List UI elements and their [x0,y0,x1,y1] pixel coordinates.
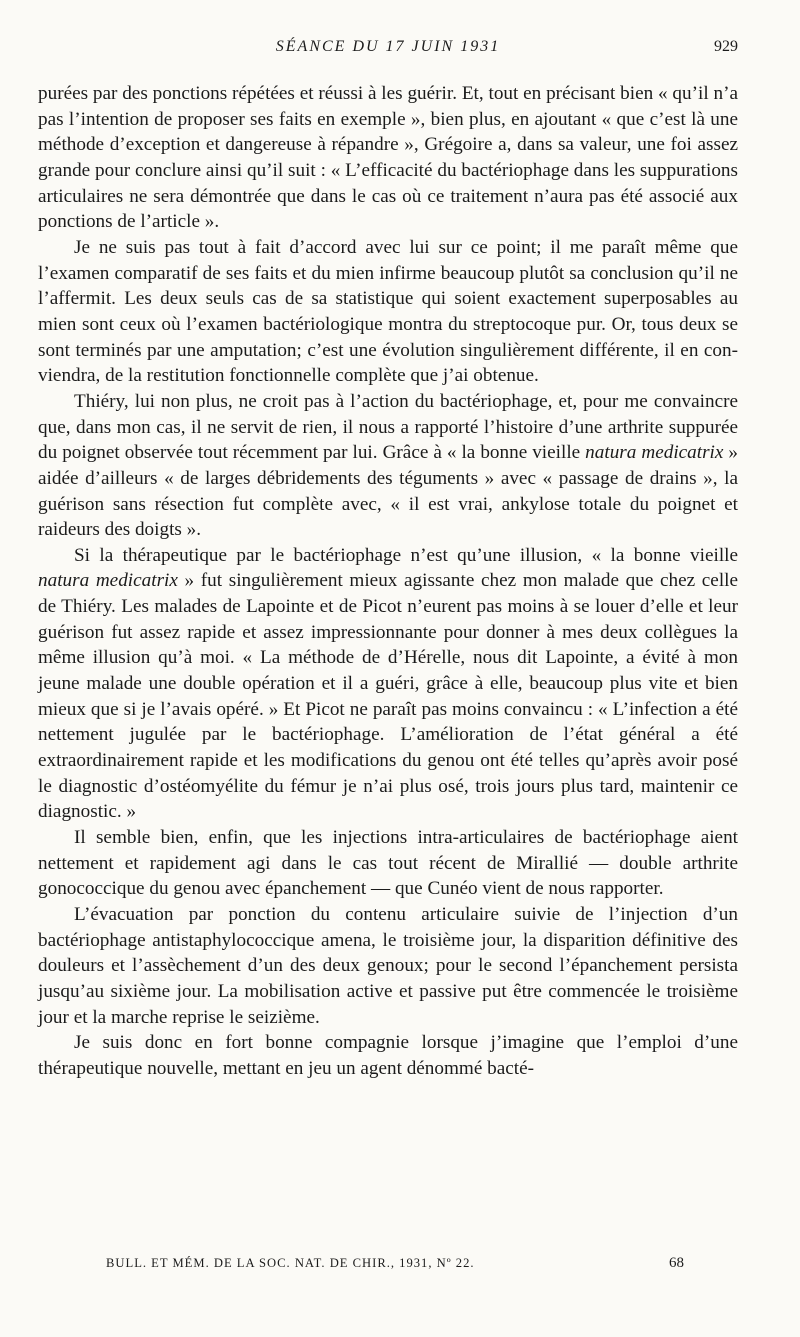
paragraph-text: » aidée d’ailleurs « de larges débridements des téguments » avec « passage de drains », la guérison sans résection fut complète avec, « il est vrai, ankylose totale du poignet et raideurs des doigts ». [38,442,739,541]
journal-reference: BULL. ET MÉM. DE LA SOC. NAT. DE CHIR., 1931, Nº 22. [106,1256,475,1270]
paragraph-1 [38,81,738,235]
page-header [38,37,738,61]
paragraph-text: Je ne suis pas tout à fait d’accord avec lui sur ce point; il me paraît même que l’examen comparatif de ses faits et du mien infirme beaucoup plutôt sa conclusion qu’il ne l’affermit. Les deux seuls cas de sa statistique qui soient exactement superposables au mien sont ceux où l’examen bactériologique montra du streptocoque pur. Or, tous deux se sont terminés par une amputation; c’est une évolution singulièrement différente, il en conviendra, de la restitution fonctionnelle complète que j’ai obtenue. [38,236,738,387]
paragraph-2 [38,235,738,389]
paragraph-6 [38,902,738,1030]
paragraph-4 [38,543,738,825]
paragraph-text: Il semble bien, enfin, que les injections intra-articulaires de bactériophage aient nettement et rapidement agi dans le cas tout récent de Mirallié — double arthrite gonococcique du genou avec épanchement — que Cunéo vient de nous rapporter. [38,827,738,900]
article-body [38,81,738,1082]
latin-phrase: natura medicatrix [38,570,178,592]
paragraph-7 [38,1030,738,1081]
paragraph-text: Si la thérapeutique par le bactériophage n’est qu’une illusion, « la bonne vieille [74,544,738,566]
paragraph-text: » fut singulièrement mieux agissante chez mon malade que chez celle de Thiéry. Les malades de Lapointe et de Picot n’eurent pas moins à se louer d’elle et leur guérison fut assez rapide et assez impressionnante pour donner à mes deux collègues la même illusion qu’à moi. « La méthode de d’Hérelle, nous dit Lapointe, a évité à mon jeune malade une double opération et il a guéri, grâce à elle, beaucoup plus vite et bien mieux que si je l’avais opéré. » Et Picot ne paraît pas moins convaincu : « L’infection a été nettement jugulée par le bactériophage. L’amélioration de l’état général a été extraordinairement rapide et les modifications du genou ont été telles qu’après avoir posé le diagnostic d’ostéomyélite du fémur je n’ai plus osé, trois jours plus tard, maintenir ce diagnostic. » [38,570,738,823]
page-number: 929 [714,38,738,55]
paragraph-5 [38,825,738,902]
paragraph-3 [38,389,738,543]
paragraph-text: L’évacuation par ponction du contenu articulaire suivie de l’injection d’un bactériophage antistaphylococcique amena, le troisième jour, la disparition définitive des douleurs et l’assèchement d’un des deux genoux; pour le second l’épanchement persista jusqu’au sixième jour. La mobilisation active et passive put être commencée le troisième jour et la marche reprise le seizième. [38,904,738,1028]
latin-phrase: natura medicatrix [585,442,724,464]
signature-number: 68 [669,1255,684,1271]
page-footer [38,1256,738,1278]
paragraph-text: Je suis donc en fort bonne compagnie lorsque j’imagine que l’emploi d’une thérapeutique nouvelle, mettant en jeu un agent dénommé bacté- [38,1032,738,1079]
paragraph-text: purées par des ponctions répétées et réussi à les guérir. Et, tout en précisant bien « qu’il n’a pas l’intention de proposer ses faits en exemple », bien plus, en ajoutant « que c’est là une méthode d’exception et dangereuse à répandre », Grégoire a, dans sa valeur, une foi assez grande pour conclure ainsi qu’il suit : « L’efficacité du bactériophage dans les suppurations articulaires ne sera démontrée que dans le cas où ce traitement n’aura pas été associé aux ponctions de l’article ». [38,83,738,233]
running-title: SÉANCE DU 17 JUIN 1931 [275,38,501,55]
paragraph-text: Thiéry, lui non plus, ne croit pas à l’action du bactériophage, et, pour me convaincre que, dans mon cas, il ne servit de rien, il nous a rapporté l’histoire d’une arthrite suppurée du poignet observée tout récemment par lui. Grâce à « la bonne vieille [38,390,738,464]
